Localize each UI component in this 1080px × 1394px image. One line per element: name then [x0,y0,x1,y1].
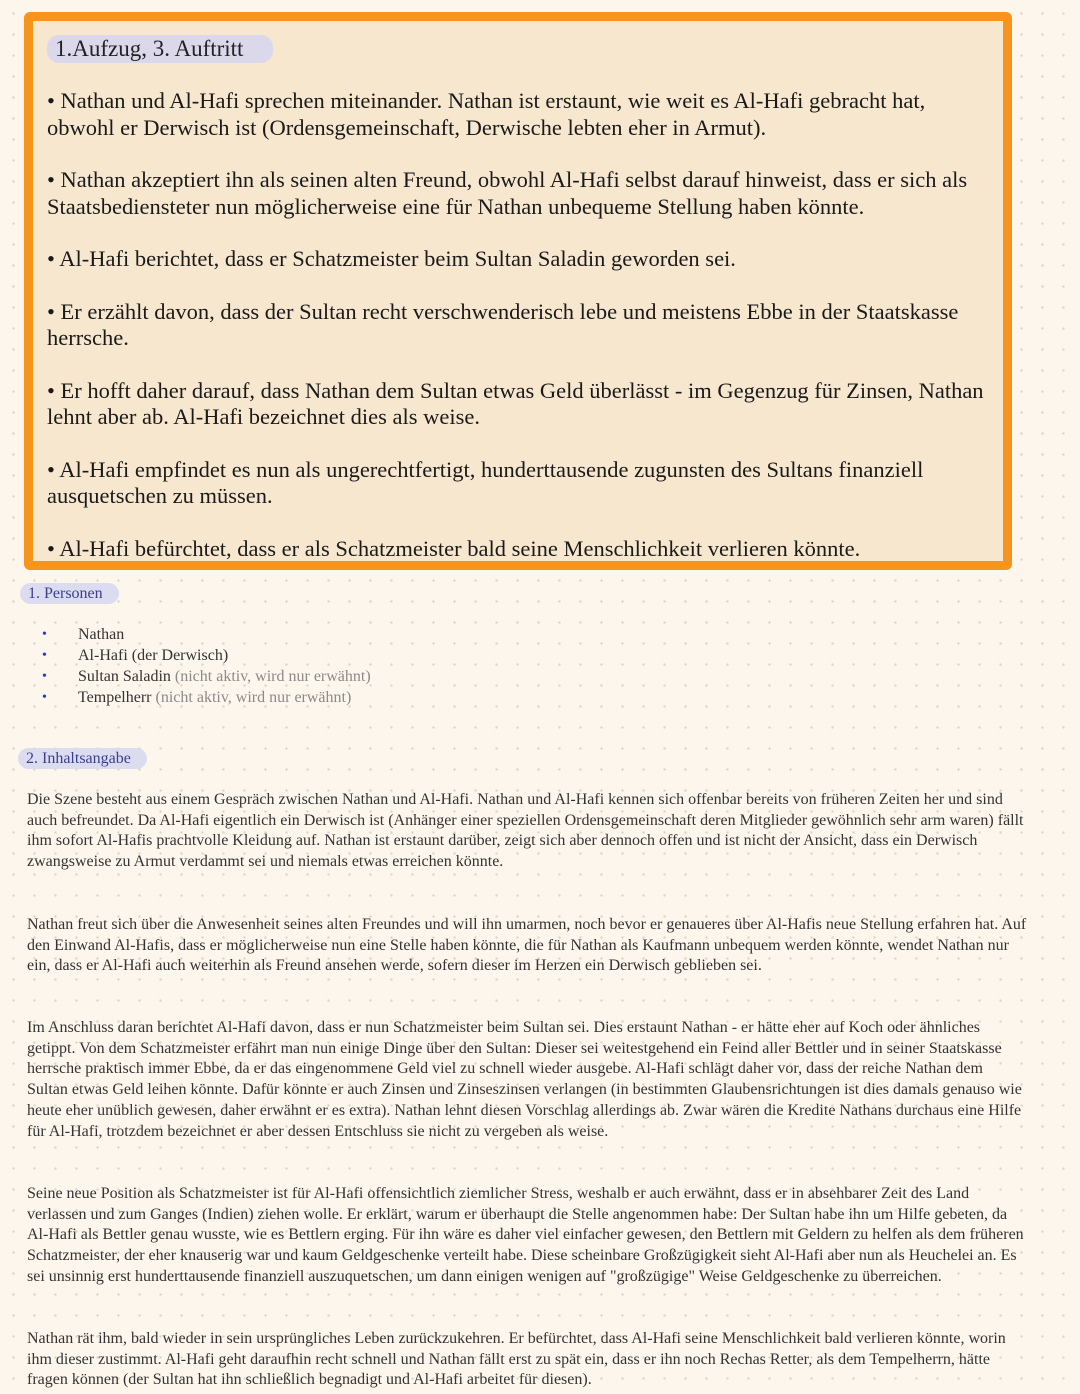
persons-heading: 1. Personen [20,583,119,604]
summary-point: • Nathan und Al-Hafi sprechen miteinander. Nathan ist erstaunt, wie weit es Al-Hafi gebracht hat, obwohl er Derwisch ist (Ordensgemeinschaft, Derwische lebten eher in Armut). [47,88,926,140]
summary-box [24,12,1012,570]
summary-point: • Al-Hafi empfindet es nun als ungerechtfertigt, hunderttausende zugunsten des Sultans finanziell ausquetschen zu müssen. [47,456,924,508]
summary-list [47,88,989,562]
person-name: Al-Hafi (der Derwisch) [78,647,229,664]
person-name: Tempelherr [78,689,152,706]
persons-list [40,624,371,708]
content-heading: 2. Inhaltsangabe [18,748,147,769]
person-item [40,645,371,666]
content-paragraph: Die Szene besteht aus einem Gespräch zwischen Nathan und Al-Hafi. Nathan und Al-Hafi kennen sich offenbar bereits von früheren Zeiten her und sind auch befreundet. Da Al-Hafi eigentlich ein Derwisch ist (Anhänger einer speziellen Ordensgemeinschaft deren Mitglieder gewöhnlich sehr arm waren) fällt ihm sofort Al-Hafis prachtvolle Kleidung auf. Nathan ist erstaunt darüber, zeigt sich aber dennoch offen und ist nicht der Ansicht, dass ein Derwisch zwangsweise zu Armut verdammt sei und niemals etwas erreichen könnte. [27,791,1024,871]
content-paragraph: Nathan freut sich über die Anwesenheit seines alten Freundes und will ihn umarmen, noch bevor er genaueres über Al-Hafis neue Stellung erfahren hat. Auf den Einwand Al-Hafis, dass er möglicherweise nun eine Stelle haben könnte, die für Nathan als Kaufmann unbequem werden könnte, wendet Nathan nur ein, dass er Al-Hafi auch weiterhin als Freund ansehen werde, sofern dieser im Herzen ein Derwisch geblieben sei. [27,916,1027,975]
person-note: (nicht aktiv, wird nur erwähnt) [151,689,352,706]
content-paragraph: Seine neue Position als Schatzmeister ist für Al-Hafi offensichtlich ziemlicher Stress, weshalb er auch erwähnt, dass er in absehbarer Zeit des Land verlassen und zum Ganges (Indien) ziehen wolle. Er erklärt, warum er überhaupt die Stelle angenommen habe: Der Sultan habe ihn um Hilfe gebeten, da Al-Hafi als Bettler genau wusste, wie es Bettlern erging. Für ihn wäre es daher viel einfacher gewesen, den Bettlern mit Geldern zu helfen als dem früheren Schatzmeister, der eher knauserig war und kaum Geldgeschenke verteilt habe. Diese scheinbare Großzügigkeit sieht Al-Hafi aber nun als Heuchelei an. Es sei unsinnig erst hunderttausende finanziell auszuquetschen, um dann einigen wenigen auf "großzügige" Weise Geldgeschenke zu überreichen. [27,1185,1024,1285]
person-item [40,624,371,645]
content-paragraph: Nathan rät ihm, bald wieder in sein ursprüngliches Leben zurückzukehren. Er befürchtet, dass Al-Hafi seine Menschlichkeit bald verlieren könnte, worin ihm dieser zustimmt. Al-Hafi geht daraufhin recht schnell und Nathan fällt erst zu spät ein, dass er ihn noch Rechas Retter, als dem Tempelherrn, hätte fragen können (der Sultan hat ihn schließlich begnadigt und Al-Hafi arbeitet für diesen). [27,1330,1006,1389]
bullet-icon: • [42,648,47,663]
person-note: (nicht aktiv, wird nur erwähnt) [170,668,371,685]
bullet-icon: • [42,627,47,642]
person-name: Sultan Saladin [78,668,171,685]
summary-point: • Nathan akzeptiert ihn als seinen alten Freund, obwohl Al-Hafi selbst darauf hinweist, dass er sich als Staatsbediensteter nun möglicherweise eine für Nathan unbequeme Stellung haben könnte. [47,167,968,219]
summary-heading: 1.Aufzug, 3. Auftritt [47,35,273,63]
person-item [40,687,371,708]
bullet-icon: • [42,690,47,705]
summary-point: • Al-Hafi befürchtet, dass er als Schatzmeister bald seine Menschlichkeit verlieren könnte. [47,535,861,561]
summary-point: • Er erzählt davon, dass der Sultan recht verschwenderisch lebe und meistens Ebbe in der Staatskasse herrsche. [47,298,959,350]
person-name: Nathan [78,626,125,643]
bullet-icon: • [42,669,47,684]
content-paragraph: Im Anschluss daran berichtet Al-Hafi davon, dass er nun Schatzmeister beim Sultan sei. Dies erstaunt Nathan - er hätte eher auf Koch oder ähnliches getippt. Von dem Schatzmeister erfährt man nun einige Dinge über den Sultan: Dieser sei weitestgehend ein Feind aller Bettler und in seiner Staatskasse herrsche praktisch immer Ebbe, da er das eingenommene Geld viel zu schnell wieder ausgebe. Al-Hafi schlägt daher vor, dass der reiche Nathan dem Sultan etwas Geld leihen könnte. Dafür könnte er auch Zinsen und Zinseszinsen verlangen (in bestimmten Glaubensrichtungen ist dies damals genauso wie heute eher unüblich gewesen, daher erwähnt er es extra). Nathan lehnt diesen Vorschlag allerdings ab. Zwar wären die Kredite Nathans durchaus eine Hilfe für Al-Hafi, trotzdem bezeichnet er aber dessen Entschluss sie nicht zu vergeben als weise. [27,1019,1022,1140]
summary-point: • Al-Hafi berichtet, dass er Schatzmeister beim Sultan Saladin geworden sei. [47,246,736,271]
person-item [40,666,371,687]
summary-point: • Er hofft daher darauf, dass Nathan dem Sultan etwas Geld überlässt - im Gegenzug für Zinsen, Nathan lehnt aber ab. Al-Hafi bezeichnet dies als weise. [47,377,984,429]
